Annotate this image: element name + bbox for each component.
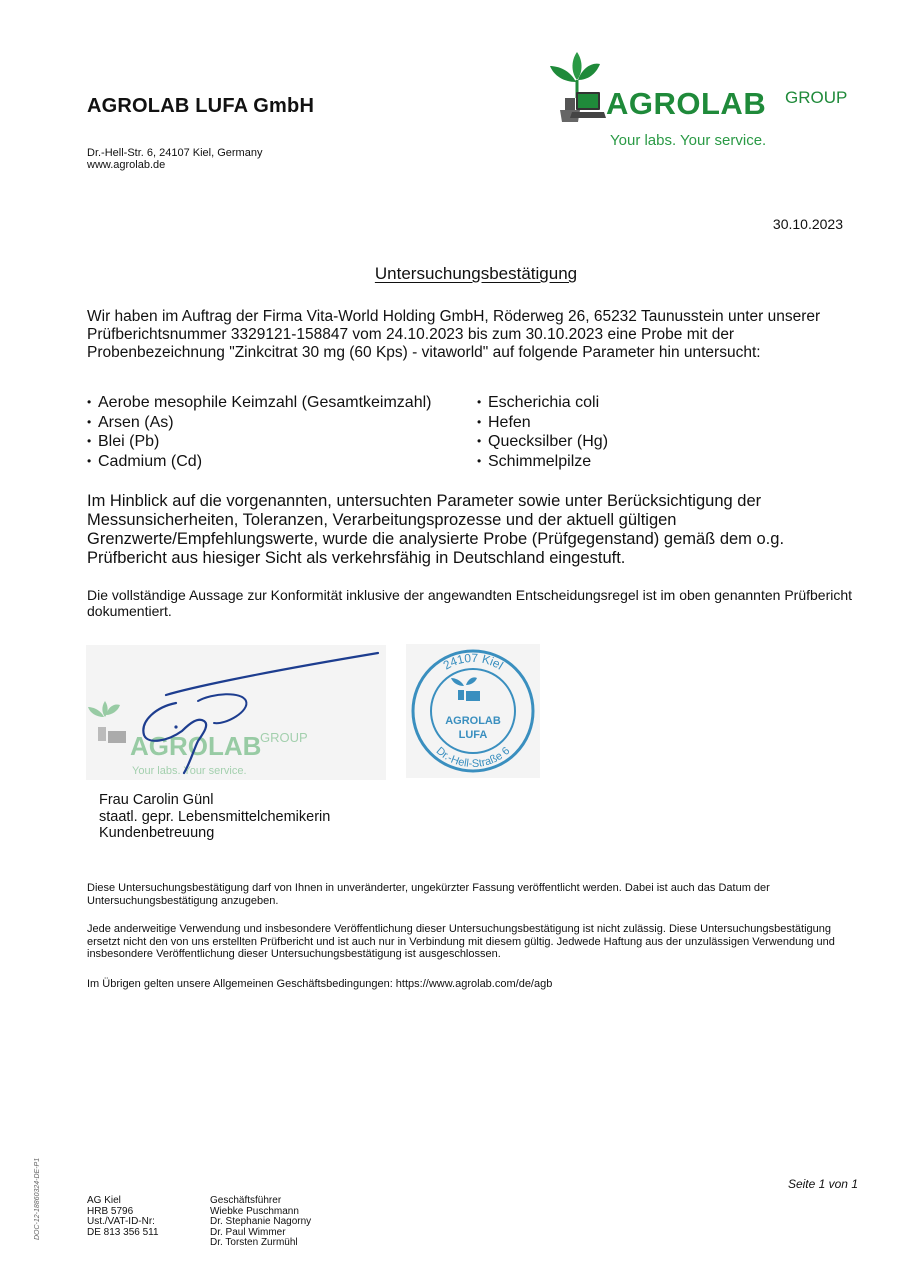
signer-block <box>99 792 330 842</box>
logo-wordmark: AGROLAB <box>606 86 767 121</box>
logo-group-label: GROUP <box>785 88 848 107</box>
list-item: • Cadmium (Cd) <box>87 452 431 472</box>
company-address <box>87 147 262 171</box>
legal-terms-note: Im Übrigen gelten unsere Allgemeinen Geschäftsbedingungen: https://www.agrolab.com/de/agb <box>87 978 553 990</box>
signer-title: staatl. gepr. Lebensmittelchemikerin <box>99 808 331 825</box>
footer-line: DE 813 356 511 <box>87 1226 159 1238</box>
document-date: 30.10.2023 <box>772 216 843 232</box>
assessment-paragraph: Im Hinblick auf die vorgenannten, untersuchten Parameter sowie unter Berücksichtigung der Messunsicherheiten, Toleranzen, Verarbeitungsprozesse und der aktuell gültigen Grenzwerte/Empfehlungswerte, wurde die analysierte Probe (Prüfgegenstand) gemäß dem o.g. Prüfbericht aus hiesiger Sicht als verkehrsfähig in Deutschland eingestuft. <box>87 492 785 567</box>
footer-line: HRB 5796 <box>87 1205 134 1217</box>
watermark-tagline: Your labs. Your service. <box>132 765 247 777</box>
footer-line: Wiebke Puschmann <box>210 1205 299 1217</box>
list-item: • Arsen (As) <box>87 413 431 433</box>
list-item: • Quecksilber (Hg) <box>477 432 608 452</box>
legal-usage-note: Jede anderweitige Verwendung und insbesondere Veröffentlichung dieser Untersuchungsbestätigung ist nicht zulässig. Diese Untersuchungsbestätigung ersetzt nicht den von uns erstellten Prüfbericht und ist auch nur in Verbindung mit diesem gültig. Jedwede Haftung aus der unzulässigen Verwendung und insbesondere Veröffentlichung dieser Untersuchungsbestätigung ist ausgeschlossen. <box>87 923 835 960</box>
footer-line: Ust./VAT-ID-Nr: <box>87 1216 155 1227</box>
conformity-note: Die vollständige Aussage zur Konformität inklusive der angewandten Entscheidungsregel ist im oben genannten Prüfbericht dokumentiert. <box>87 587 853 619</box>
watermark-wordmark: AGROLAB <box>130 731 262 761</box>
logo-tagline: Your labs. Your service. <box>610 132 767 149</box>
list-item: • Hefen <box>477 413 608 433</box>
page-number: Seite 1 von 1 <box>787 1177 858 1191</box>
list-item: • Aerobe mesophile Keimzahl (Gesamtkeimzahl) <box>87 393 431 413</box>
list-item: • Blei (Pb) <box>87 432 431 452</box>
website-link[interactable]: www.agrolab.de <box>87 159 166 171</box>
footer-line: Geschäftsführer <box>210 1195 282 1206</box>
list-item: • Schimmelpilze <box>477 452 608 472</box>
signature-image <box>86 645 386 780</box>
svg-text:DOC-12-18860324-DE-P1: DOC-12-18860324-DE-P1 <box>34 1157 41 1240</box>
legal-publication-note: Diese Untersuchungsbestätigung darf von Ihnen in unveränderter, ungekürzter Fassung veröffentlicht werden. Dabei ist auch das Datum der Untersuchungsbestätigung anzugeben. <box>87 882 770 907</box>
company-name: AGROLAB LUFA GmbH <box>87 95 315 117</box>
stamp-image <box>406 644 540 778</box>
stamp-center-line1: AGROLAB <box>445 715 501 727</box>
stamp-center-line2: LUFA <box>458 729 488 741</box>
footer-line: Dr. Paul Wimmer <box>210 1226 286 1238</box>
signer-name: Frau Carolin Günl <box>99 792 214 808</box>
footer-registry <box>87 1196 159 1238</box>
watermark-group: GROUP <box>260 730 308 745</box>
footer-line: Dr. Stephanie Nagorny <box>210 1216 312 1227</box>
footer-management <box>210 1196 311 1249</box>
footer-line: Dr. Torsten Zurmühl <box>210 1237 298 1248</box>
signer-department: Kundenbetreuung <box>99 825 215 841</box>
stamp-bottom-text: Dr.-Hell-Straße 6 <box>433 744 513 771</box>
intro-paragraph: Wir haben im Auftrag der Firma Vita-World Holding GmbH, Röderweg 26, 65232 Taunusstein unter unserer Prüfberichtsnummer 3329121-158847 vom 24.10.2023 bis zum 30.10.2023 eine Probe mit der Probenbezeichnung "Zinkcitrat 30 mg (60 Kps) - vitaworld" auf folgende Parameter hin untersucht: <box>87 308 821 361</box>
parameter-list-left <box>87 393 431 471</box>
list-item: • Escherichia coli <box>477 393 608 413</box>
address-line: Dr.-Hell-Str. 6, 24107 Kiel, Germany <box>87 147 263 159</box>
document-title: Untersuchungsbestätigung <box>374 264 578 283</box>
document-id-vertical <box>30 1150 42 1240</box>
footer-line: AG Kiel <box>87 1195 121 1206</box>
stamp-top-text: 24107 Kiel <box>440 650 506 673</box>
parameter-list-right <box>477 393 608 471</box>
